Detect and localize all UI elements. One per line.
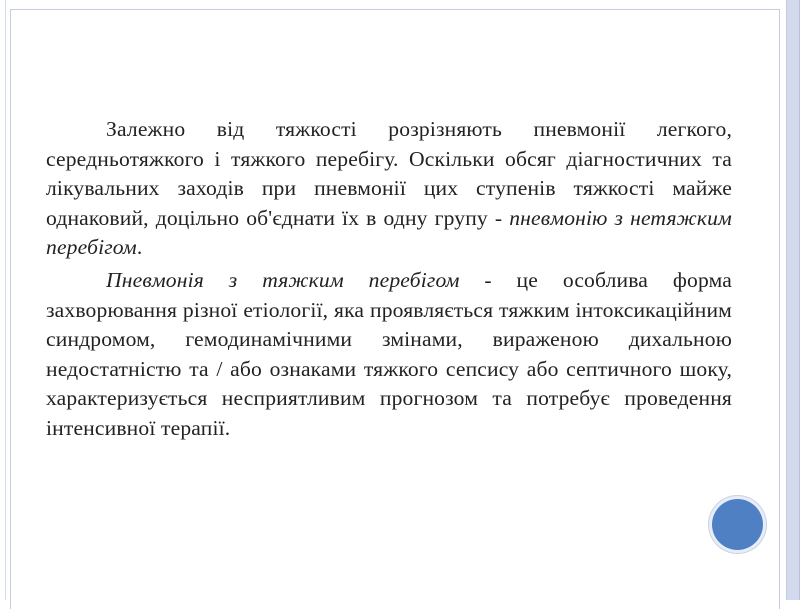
right-decorative-strip: [786, 0, 800, 600]
decorative-circle-icon: [712, 499, 763, 550]
paragraph-mild-pneumonia: [46, 115, 732, 263]
paragraph-1-end: .: [136, 235, 143, 260]
paragraph-1-emphasis: пневмонію з нетяжким перебігом: [46, 205, 732, 260]
paragraph-1-text: Залежно від тяжкості розрізняють пневмонії легкого, середньотяжкого і тяжкого перебігу. Оскільки обсяг діагностичних та лікувальних заходів при пневмонії цих ступенів тяжкості майже однаковий, доцільно об'єднати їх в одну групу -: [46, 117, 732, 230]
left-border-line: [5, 0, 6, 600]
paragraph-2-emphasis: Пневмонія з тяжким перебігом: [106, 267, 460, 292]
paragraph-severe-pneumonia: [46, 266, 732, 444]
slide-body: [46, 115, 732, 444]
paragraph-2-text: - це особлива форма захворювання різної етіології, яка проявляється тяжким інтоксикаційним синдромом, гемодинамічними змінами, вираженою дихальною недостатністю та / або ознаками тяжкого сепсису або септичного шоку, характеризується несприятливим прогнозом та потребує проведення інтенсивної терапії.: [46, 267, 732, 440]
